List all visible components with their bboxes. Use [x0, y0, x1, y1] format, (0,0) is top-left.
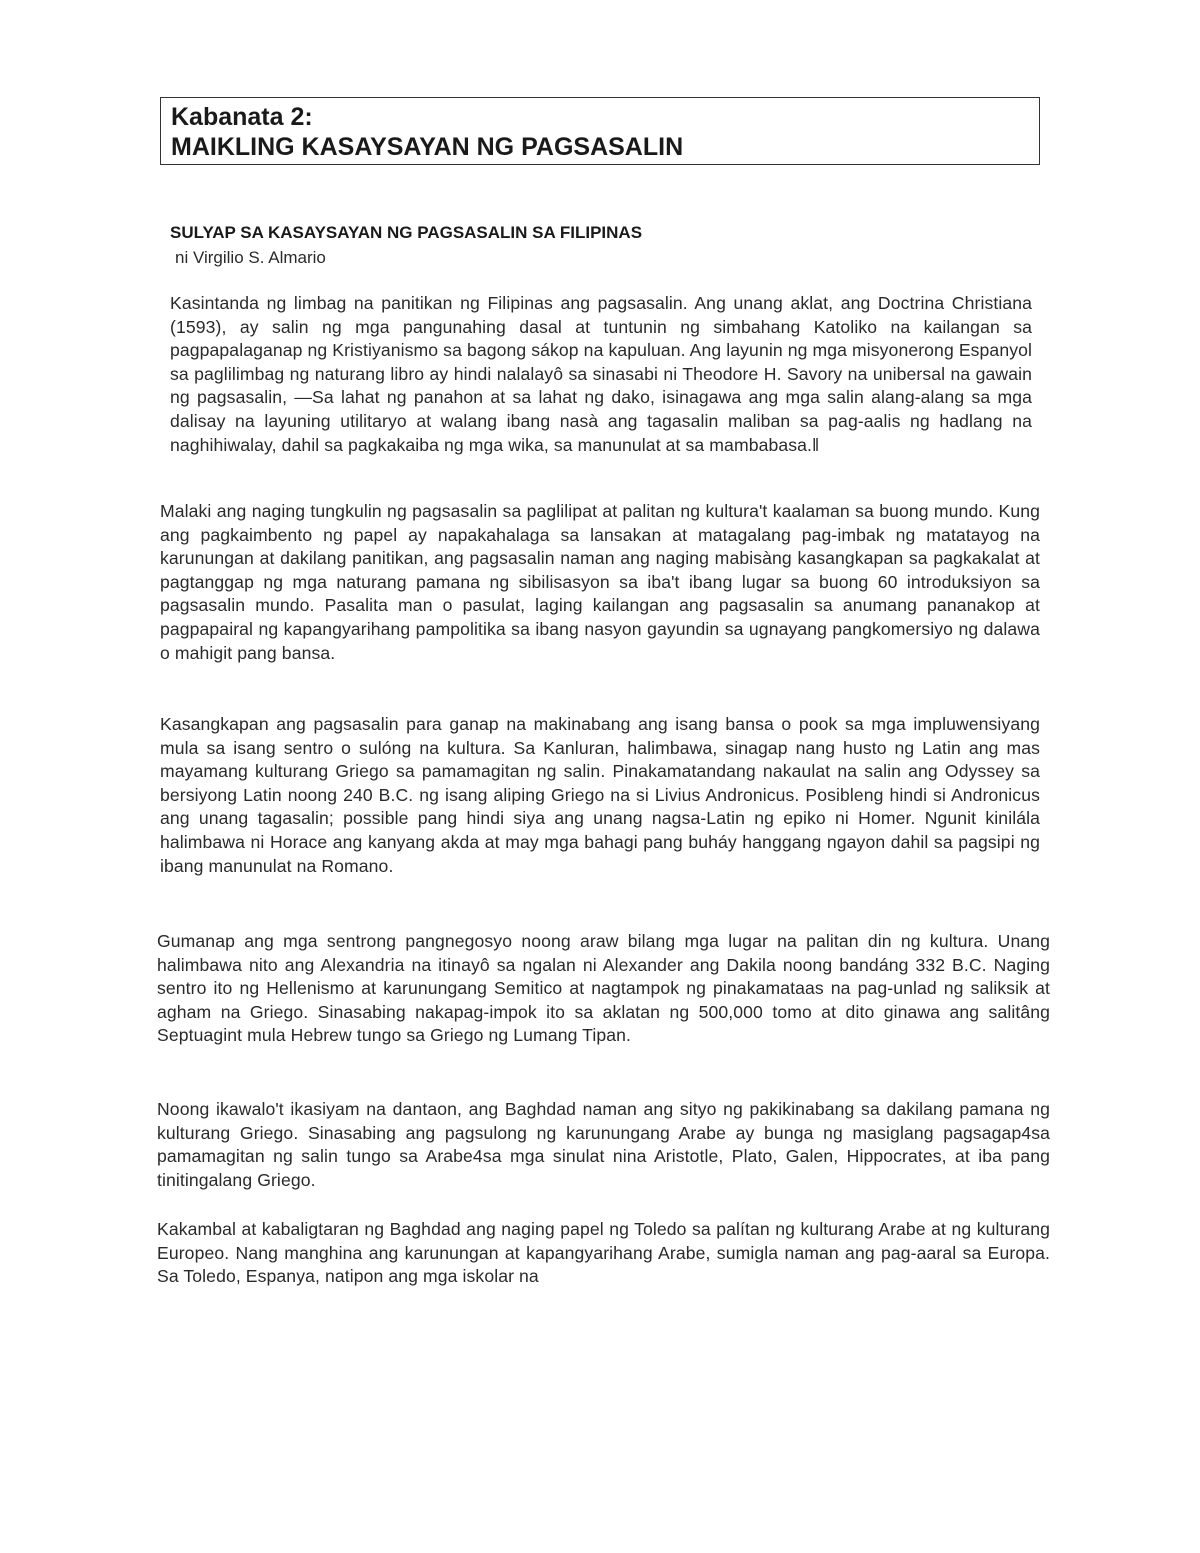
chapter-title: MAIKLING KASAYSAYAN NG PAGSASALIN — [171, 133, 684, 161]
chapter-label: Kabanata 2: — [171, 103, 313, 131]
chapter-heading-box — [160, 97, 1040, 165]
paragraph-3: Kasangkapan ang pagsasalin para ganap na makinabang ang isang bansa o pook sa mga impluwensiyang mula sa isang sentro o sulóng na kultura. Sa Kanluran, halimbawa, sinagap nang husto ng Latin ang mas mayamang kulturang Griego sa pamamagitan ng salin. Pinakamatandang nakaulat na salin ang Odyssey sa bersiyong Latin noong 240 B.C. ng isang aliping Griego na si Livius Andronicus. Posibleng hindi si Andronicus ang unang tagasalin; possible pang hindi siya ang unang nagsa-Latin ng epiko ni Homer. Ngunit kinilála halimbawa ni Horace ang kanyang akda at may mga bahagi pang buháy hanggang ngayon dahil sa pagsipi ng ibang manunulat na Romano. — [160, 714, 1040, 876]
paragraph-2: Malaki ang naging tungkulin ng pagsasalin sa paglilipat at palitan ng kultura't kaalaman sa buong mundo. Kung ang pagkaimbento ng papel ay napakahalaga sa lansakan at matagalang pag-imbak ng matatayog na karunungan at dakilang panitikan, ang pagsasalin naman ang naging mabisàng kasangkapan sa pagkakalat at pagtanggap ng mga naturang pamana ng sibilisasyon sa iba't ibang lugar sa buong 60 introduksiyon sa pagsasalin mundo. Pasalita man o pasulat, laging kailangan ang pagsasalin sa anumang pananakop at pagpapairal ng kapangyarihang pampolitika sa ibang nasyon gayundin sa ugnayang pangkomersiyo ng dalawa o mahigit pang bansa. — [160, 501, 1040, 663]
paragraph-4: Gumanap ang mga sentrong pangnegosyo noong araw bilang mga lugar na palitan din ng kultura. Unang halimbawa nito ang Alexandria na itinayô sa ngalan ni Alexander ang Dakila noong bandáng 332 B.C. Naging sentro ito ng Hellenismo at karunungang Semitico at nagtampok ng pinakamataas na pag-unlad ng saliksik at agham na Griego. Sinasabing nakapag-impok ito sa aklatan ng 500,000 tomo at dito ginawa ang salitâng Septuagint mula Hebrew tungo sa Griego ng Lumang Tipan. — [157, 931, 1050, 1046]
article-title: SULYAP SA KASAYSAYAN NG PAGSASALIN SA FILIPINAS — [170, 223, 643, 242]
article-author: ni Virgilio S. Almario — [175, 248, 326, 267]
paragraph-6: Kakambal at kabaligtaran ng Baghdad ang naging papel ng Toledo sa palítan ng kulturang Arabe at ng kulturang Europeo. Nang manghina ang karunungan at kapangyarihang Arabe, sumigla naman ang pag-aaral sa Europa. Sa Toledo, Espanya, natipon ang mga iskolar na — [157, 1219, 1050, 1287]
paragraph-5: Noong ikawalo't ikasiyam na dantaon, ang Baghdad naman ang sityo ng pakikinabang sa dakilang pamana ng kulturang Griego. Sinasabing ang pagsulong ng karunungang Arabe ay bunga ng masiglang pagsagap4sa pamamagitan ng salin tungo sa Arabe4sa mga sinulat nina Aristotle, Plato, Galen, Hippocrates, at iba pang tinitingalang Griego. — [157, 1099, 1050, 1190]
paragraph-1: Kasintanda ng limbag na panitikan ng Filipinas ang pagsasalin. Ang unang aklat, ang Doctrina Christiana (1593), ay salin ng mga pangunahing dasal at tuntunin ng simbahang Katoliko na kailangan sa pagpapalaganap ng Kristiyanismo sa bagong sákop na kapuluan. Ang layunin ng mga misyonerong Espanyol sa paglilimbag ng naturang libro ay hindi nalalayô sa sinasabi ni Theodore H. Savory na unibersal na gawain ng pagsasalin, ―Sa lahat ng panahon at sa lahat ng dako, isinagawa ang mga salin alang-alang sa mga dalisay na layuning utilitaryo at walang ibang nasà ang tagasalin maliban sa pag-aalis ng hadlang na naghihiwalay, dahil sa pagkakaiba ng mga wika, sa manunulat at sa mambabasa.‖ — [170, 293, 1032, 455]
